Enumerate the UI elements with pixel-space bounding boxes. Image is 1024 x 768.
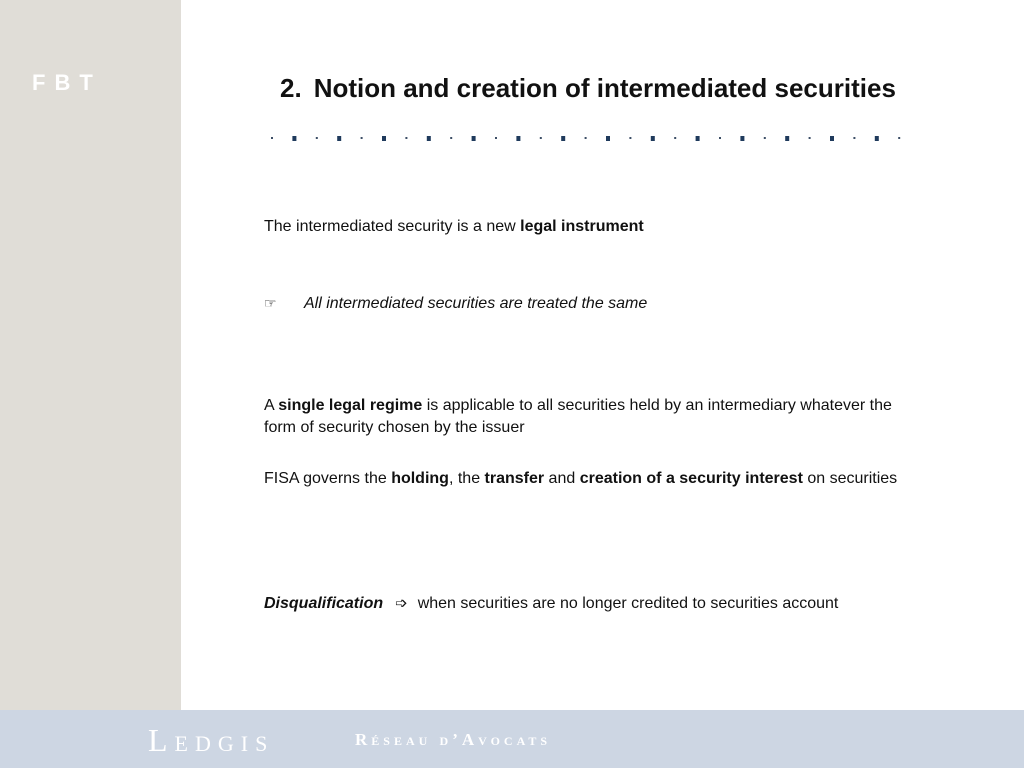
divider-dot bbox=[651, 136, 655, 141]
p1-bold: legal instrument bbox=[520, 218, 644, 235]
divider-dot bbox=[719, 137, 721, 139]
divider-dot bbox=[696, 136, 700, 141]
divider-dot bbox=[740, 136, 744, 141]
divider-dot bbox=[561, 136, 565, 141]
slide-title bbox=[280, 73, 896, 104]
divider-dot bbox=[629, 137, 631, 139]
p2-bold: single legal regime bbox=[278, 397, 423, 414]
divider-dot bbox=[337, 136, 341, 141]
paragraph-disqualification bbox=[264, 593, 904, 615]
p3-transfer: transfer bbox=[484, 470, 545, 487]
p4-text: when securities are no longer credited to securities account bbox=[417, 595, 839, 612]
p3-security-interest: creation of a security interest bbox=[579, 470, 803, 487]
divider-dot bbox=[472, 136, 476, 141]
sidebar bbox=[0, 0, 181, 710]
divider-dot bbox=[516, 136, 520, 141]
divider-dot bbox=[606, 136, 610, 141]
divider-dot bbox=[785, 136, 789, 141]
p3-c: , the bbox=[448, 470, 485, 487]
p3-e: and bbox=[544, 470, 580, 487]
divider-dot bbox=[271, 137, 273, 139]
divider-dot bbox=[450, 137, 452, 139]
p1-text: The intermediated security is a new bbox=[264, 218, 521, 235]
bullet-text: All intermediated securities are treated the same bbox=[304, 295, 648, 312]
paragraph-fisa bbox=[264, 468, 904, 490]
paragraph-single-legal-regime bbox=[264, 395, 904, 439]
brand-logo: FBT bbox=[32, 70, 102, 95]
title-number: 2. bbox=[280, 73, 302, 103]
divider-dot bbox=[764, 137, 766, 139]
divider-dot bbox=[898, 137, 900, 139]
p2-c: is applicable to all securities held by an intermediary whatever the form of security chosen by the issuer bbox=[264, 397, 892, 436]
divider-dot bbox=[853, 137, 855, 139]
divider-dot bbox=[830, 136, 834, 141]
divider-dot bbox=[585, 137, 587, 139]
divider-dot bbox=[316, 137, 318, 139]
paragraph-legal-instrument bbox=[264, 216, 904, 238]
divider-dot bbox=[382, 136, 386, 141]
p3-holding: holding bbox=[391, 470, 449, 487]
divider-dot bbox=[875, 136, 879, 141]
p4-term: Disqualification bbox=[264, 595, 384, 612]
divider-dot bbox=[809, 137, 811, 139]
title-text: Notion and creation of intermediated securities bbox=[313, 73, 896, 103]
ledgis-logo: Ledgis bbox=[148, 722, 275, 758]
pointing-hand-icon: ☞ bbox=[264, 295, 277, 311]
p3-a: FISA governs the bbox=[264, 470, 392, 487]
divider-dot bbox=[495, 137, 497, 139]
p2-a: A bbox=[264, 397, 279, 414]
footer-bar bbox=[0, 710, 1024, 768]
divider-dot bbox=[292, 136, 296, 141]
bullet-item bbox=[264, 292, 904, 315]
divider-dot bbox=[674, 137, 676, 139]
divider-dot bbox=[540, 137, 542, 139]
reseau-tagline: Réseau d’Avocats bbox=[355, 730, 552, 749]
dotted-divider bbox=[268, 132, 908, 144]
divider-dot bbox=[361, 137, 363, 139]
divider-dot bbox=[427, 136, 431, 141]
arrow-right-icon: ➩ bbox=[395, 595, 408, 612]
divider-dot bbox=[405, 137, 407, 139]
p3-g: on securities bbox=[802, 470, 898, 487]
